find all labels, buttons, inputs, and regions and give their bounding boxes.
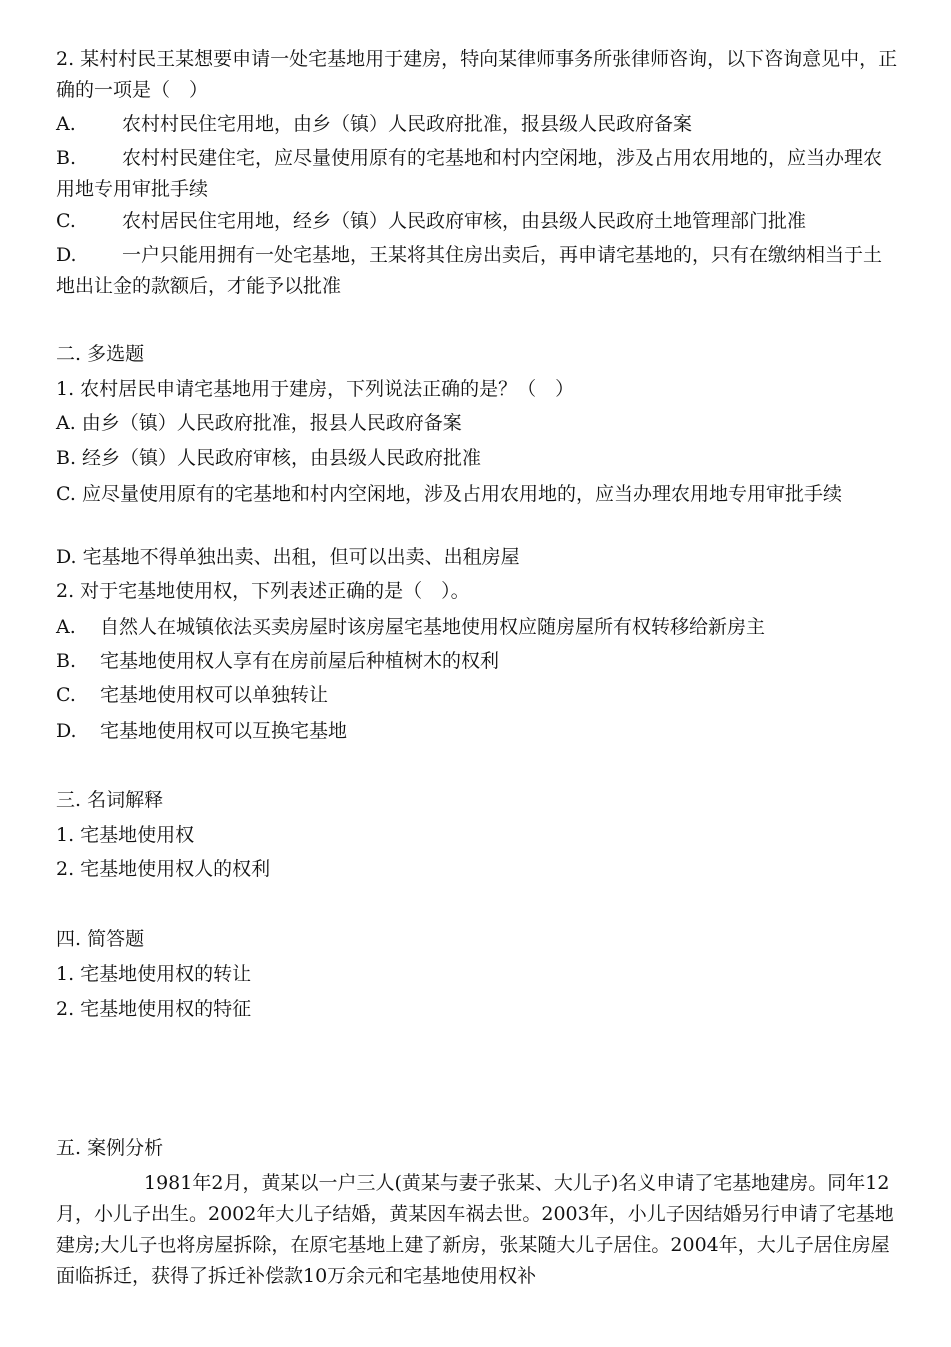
option-c [56,204,898,238]
option-d [56,714,898,748]
section-title-multi-choice: 二. 多选题 [56,343,145,365]
option-text: 农村居民住宅用地，经乡（镇）人民政府审核，由县级人民政府土地管理部门批准 [122,210,807,232]
list-item: 1. 宅基地使用权 [56,824,195,846]
list-item: 2. 宅基地使用权的特征 [56,998,252,1020]
option-text: 一户只能用拥有一处宅基地，王某将其住房出卖后，再申请宅基地的，只有在缴纳相当于土地出让金的款额后，才能予以批准 [56,244,883,297]
option-c: C. 应尽量使用原有的宅基地和村内空闲地，涉及占用农用地的，应当办理农用地专用审批手续 [56,483,842,505]
section-title-terms: 三. 名词解释 [56,789,164,811]
question-stem: 2. 对于宅基地使用权，下列表述正确的是（ ）。 [56,580,470,602]
option-letter: C. [56,210,76,232]
option-text: 自然人在城镇依法买卖房屋时该房屋宅基地使用权应随房屋所有权转移给新房主 [100,616,766,638]
option-a [56,610,898,644]
option-letter: A. [56,113,76,135]
option-b [56,143,898,205]
option-letter: D. [56,720,77,742]
option-a [56,107,898,141]
option-letter: B. [56,650,77,672]
question-stem: 1. 农村居民申请宅基地用于建房，下列说法正确的是？（ ） [56,378,575,400]
option-b [56,644,898,678]
option-letter: C. [56,684,76,706]
option-b: B. 经乡（镇）人民政府审核，由县级人民政府批准 [56,447,482,469]
option-letter: D. [56,244,77,266]
case-paragraph: 1981年2月，黄某以一户三人(黄某与妻子张某、大儿子)名义申请了宅基地建房。同年12月，小儿子出生。2002年大儿子结婚，黄某因车祸去世。2003年，小儿子因结婚另行申请了宅基地建房;大儿子也将房屋拆除，在原宅基地上建了新房，张某随大儿子居住。2004年，大儿子居住房屋面临拆迁，获得了拆迁补偿款10万余元和宅基地使用权补 [56,1172,894,1287]
option-text: 农村村民住宅用地，由乡（镇）人民政府批准，报县级人民政府备案 [122,113,693,135]
question-stem: 2. 某村村民王某想要申请一处宅基地用于建房，特向某律师事务所张律师咨询，以下咨询意见中，正确的一项是（ ） [56,48,898,101]
list-item: 2. 宅基地使用权人的权利 [56,858,271,880]
section-title-case-analysis: 五. 案例分析 [56,1137,164,1159]
option-letter: A. [56,616,76,638]
option-d: D. 宅基地不得单独出卖、出租，但可以出卖、出租房屋 [56,546,520,568]
section-title-short-answer: 四. 简答题 [56,928,145,950]
option-d [56,240,898,302]
list-item: 1. 宅基地使用权的转让 [56,963,252,985]
option-a: A. 由乡（镇）人民政府批准，报县人民政府备案 [56,412,462,434]
option-text: 宅基地使用权人享有在房前屋后种植树木的权利 [100,650,500,672]
option-letter: B. [56,147,77,169]
option-text: 农村村民建住宅，应尽量使用原有的宅基地和村内空闲地，涉及占用农用地的，应当办理农用地专用审批手续 [56,147,883,200]
option-text: 宅基地使用权可以单独转让 [100,684,329,706]
option-c [56,678,898,712]
option-text: 宅基地使用权可以互换宅基地 [100,720,348,742]
